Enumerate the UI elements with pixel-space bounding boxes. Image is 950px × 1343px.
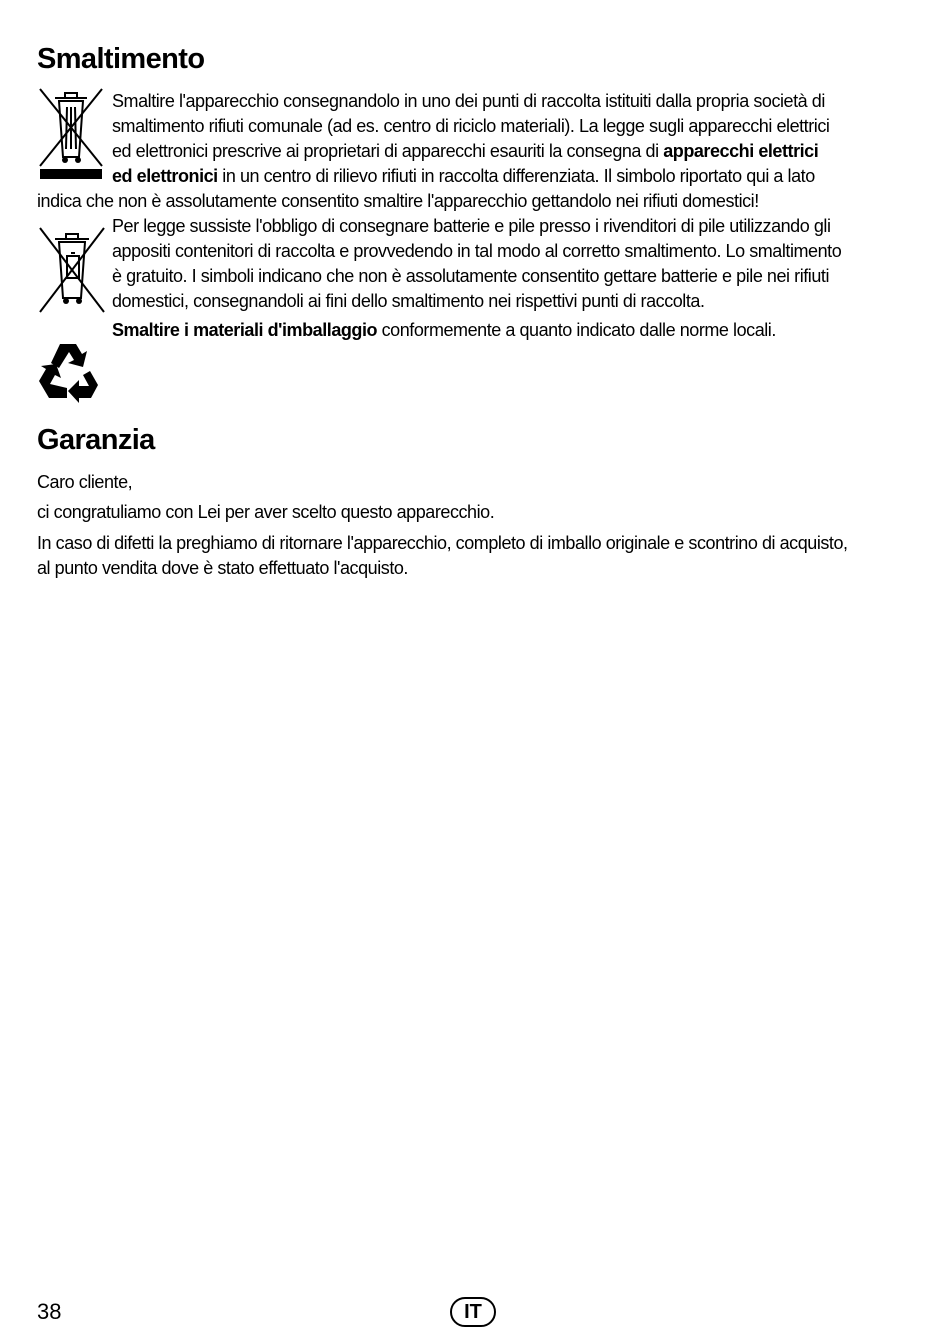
warranty-defect-line-2: al punto vendita dove è stato effettuato l'acquisto. (37, 558, 408, 578)
warranty-greeting: Caro cliente, (37, 472, 133, 492)
battery-text-line-3: è gratuito. I simboli indicano che non è assolutamente consentito gettare batterie e pile nei rifiuti (112, 266, 830, 286)
weee-text-line-3: ed elettronici prescrive ai proprietari di apparecchi esauriti la consegna di apparecchi elettrici (112, 141, 819, 161)
weee-text-line-5: indica che non è assolutamente consentito smaltire l'apparecchio gettandolo nei rifiuti domestici! (37, 191, 759, 211)
weee-bold-term-2: ed elettronici (112, 166, 218, 186)
packaging-text: Smaltire i materiali d'imballaggio conformemente a quanto indicato dalle norme locali. (112, 320, 776, 340)
battery-text-line-1: Per legge sussiste l'obbligo di consegnare batterie e pile presso i rivenditori di pile utilizzando gli (112, 216, 831, 236)
warranty-thanks: ci congratuliamo con Lei per aver scelto questo apparecchio. (37, 502, 495, 522)
weee-text-line-1: Smaltire l'apparecchio consegnandolo in uno dei punti di raccolta istituiti dalla propria società di (112, 91, 825, 111)
crossed-bin-with-bar-icon (38, 87, 104, 183)
weee-text-line-2: smaltimento rifiuti comunale (ad es. centro di riciclo materiali). La legge sugli apparecchi elettrici (112, 116, 830, 136)
battery-text-line-4: domestici, consegnandoli ai fini dello smaltimento nei rispettivi punti di raccolta. (112, 291, 705, 311)
recycle-icon (36, 340, 102, 404)
warranty-heading: Garanzia (37, 424, 155, 456)
crossed-bin-battery-icon (38, 226, 106, 314)
weee-text-line-4: ed elettronici in un centro di rilievo rifiuti in raccolta differenziata. Il simbolo riportato qui a lato (112, 166, 815, 186)
packaging-bold-term: Smaltire i materiali d'imballaggio (112, 320, 378, 340)
warranty-defect-line-1: In caso di difetti la preghiamo di ritornare l'apparecchio, completo di imballo originale e scontrino di acquisto, (37, 533, 848, 553)
weee-bold-term: apparecchi elettrici (663, 141, 819, 161)
disposal-heading: Smaltimento (37, 43, 205, 75)
battery-text-line-2: appositi contenitori di raccolta e provvedendo in tal modo al corretto smaltimento. Lo smaltimento (112, 241, 842, 261)
page-number: 38 (37, 1299, 62, 1324)
language-badge: IT (450, 1297, 496, 1327)
